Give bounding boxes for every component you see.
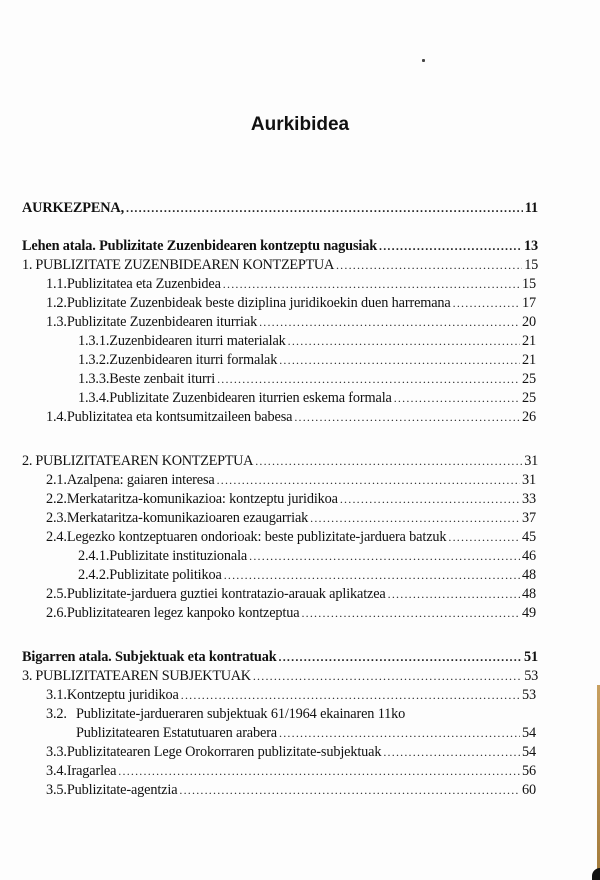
- leader-dots: [255, 452, 522, 471]
- toc-page-number: 17: [522, 295, 536, 311]
- toc-entry-part[interactable]: [22, 648, 538, 667]
- leader-dots: [301, 604, 520, 623]
- toc-entry-section[interactable]: [46, 313, 536, 332]
- toc-page-number: 15: [524, 257, 538, 273]
- toc-entry-section[interactable]: [46, 705, 536, 724]
- toc-entry-chapter[interactable]: [22, 256, 538, 275]
- toc-entry-number: 1.3.: [46, 314, 67, 330]
- leader-dots: [279, 351, 520, 370]
- toc-entry-label: Publizitate politikoa: [109, 567, 222, 583]
- leader-dots: [336, 256, 522, 275]
- toc-entry-chapter[interactable]: [22, 452, 538, 471]
- toc-page-number: 20: [522, 314, 536, 330]
- toc-entry-subsection[interactable]: [78, 370, 536, 389]
- leader-dots: [383, 743, 520, 762]
- toc-page-number: 21: [522, 352, 536, 368]
- leader-dots: [217, 471, 520, 490]
- toc-entry-number: 2.5.: [46, 586, 67, 602]
- toc-page-number: 48: [522, 586, 536, 602]
- toc-entry-label: Legezko kontzeptuaren ondorioak: beste publizitate-jarduera batzuk: [66, 529, 447, 545]
- toc-entry-number: 3.: [22, 668, 33, 684]
- toc-entry-label: PUBLIZITATE ZUZENBIDEAREN KONTZEPTUA: [35, 257, 334, 273]
- leader-dots: [279, 724, 520, 743]
- toc-entry-label: Publizitate Zuzenbidearen iturrien eskema formala: [109, 390, 392, 406]
- leader-dots: [181, 686, 520, 705]
- toc-entry-number: 1.3.4.: [78, 390, 110, 406]
- toc-entry-section[interactable]: [46, 275, 536, 294]
- leader-dots: [379, 237, 522, 256]
- toc-entry-preface[interactable]: [22, 199, 538, 218]
- toc-entry-section[interactable]: [46, 781, 536, 800]
- toc-entry-number: 2.6.: [46, 605, 67, 621]
- toc-entry-number: 3.5.: [46, 782, 67, 798]
- leader-dots: [249, 547, 520, 566]
- toc-entry-number: 1.3.1.: [78, 333, 110, 349]
- leader-dots: [294, 408, 520, 427]
- toc-entry-section[interactable]: [46, 762, 536, 781]
- toc-entry-section[interactable]: [46, 686, 536, 705]
- toc-page-number: 53: [522, 687, 536, 703]
- toc-entry-number: 1.2.: [46, 295, 67, 311]
- leader-dots: [448, 528, 520, 547]
- toc-page-number: 48: [522, 567, 536, 583]
- toc-entry-number: 3.1.: [46, 687, 67, 703]
- toc-page-number: 13: [524, 238, 538, 254]
- toc-entry-number: 3.2.: [46, 706, 67, 722]
- toc-entry-subsection[interactable]: [78, 566, 536, 585]
- leader-dots: [288, 332, 520, 351]
- toc-entry-label: Publizitate-jardueraren subjektuak 61/1964 ekainaren 11ko: [76, 706, 406, 722]
- toc-entry-section[interactable]: [46, 294, 536, 313]
- toc-page-number: 26: [522, 409, 536, 425]
- toc-page-number: 31: [522, 472, 536, 488]
- leader-dots: [179, 781, 520, 800]
- toc-entry-number: 2.4.1.: [78, 548, 110, 564]
- toc-entry-subsection[interactable]: [78, 351, 536, 370]
- toc-entry-label: Merkataritza-komunikazioa: kontzeptu juridikoa: [66, 491, 338, 507]
- toc-entry-label: PUBLIZITATEAREN SUBJEKTUAK: [35, 668, 251, 684]
- toc-entry-number: 2.1.: [46, 472, 67, 488]
- leader-dots: [388, 585, 520, 604]
- toc-entry-number: 1.: [22, 257, 33, 273]
- toc-entry-section[interactable]: [46, 509, 536, 528]
- leader-dots: [310, 509, 520, 528]
- toc-entry-number: 2.2.: [46, 491, 67, 507]
- toc-page-number: 54: [522, 725, 536, 741]
- toc-entry-subsection[interactable]: [78, 547, 536, 566]
- toc-page-number: 25: [522, 390, 536, 406]
- toc-page-number: 60: [522, 782, 536, 798]
- toc-entry-number: 2.4.: [46, 529, 67, 545]
- leader-dots: [118, 762, 520, 781]
- toc-entry-label: Zuzenbidearen iturri materialak: [109, 333, 286, 349]
- toc-page-number: 15: [522, 276, 536, 292]
- toc-entry-label: Azalpena: gaiaren interesa: [66, 472, 215, 488]
- toc-page-number: 11: [524, 200, 538, 216]
- toc-entry-number: 2.3.: [46, 510, 67, 526]
- toc-entry-section[interactable]: [46, 743, 536, 762]
- toc-entry-section[interactable]: [46, 408, 536, 427]
- toc-entry-label: Beste zenbait iturri: [109, 371, 216, 387]
- toc-entry-label: Publizitatea eta Zuzenbidea: [66, 276, 221, 292]
- toc-entry-section[interactable]: [46, 585, 536, 604]
- toc-entry-number: 3.4.: [46, 763, 67, 779]
- leader-dots: [253, 667, 522, 686]
- toc-entry-label: Zuzenbidearen iturri formalak: [109, 352, 278, 368]
- leader-dots: [279, 648, 522, 667]
- toc-entry-label: PUBLIZITATEAREN KONTZEPTUA: [35, 453, 254, 469]
- toc-entry-subsection[interactable]: [78, 332, 536, 351]
- leader-dots: [217, 370, 520, 389]
- toc-entry-label: Publizitate Zuzenbideak beste diziplina juridikoekin duen harremana: [66, 295, 451, 311]
- toc-page-number: 33: [522, 491, 536, 507]
- toc-page-number: 46: [522, 548, 536, 564]
- leader-dots: [223, 275, 520, 294]
- toc-entry-label: Publizitate-agentzia: [66, 782, 178, 798]
- leader-dots: [224, 566, 520, 585]
- toc-entry-number: 1.3.3.: [78, 371, 110, 387]
- leader-dots: [453, 294, 520, 313]
- toc-entry-section[interactable]: [46, 528, 536, 547]
- toc-entry-label: Merkataritza-komunikazioaren ezaugarriak: [66, 510, 309, 526]
- leader-dots: [259, 313, 520, 332]
- toc-entry-number: 1.1.: [46, 276, 67, 292]
- scan-corner-shadow: [592, 868, 600, 880]
- toc-entry-subsection[interactable]: [78, 389, 536, 408]
- toc-page-number: 56: [522, 763, 536, 779]
- toc-entry-label: Publizitate instituzionala: [109, 548, 248, 564]
- toc-entry-label: Lehen atala. Publizitate Zuzenbidearen kontzeptu nagusiak: [22, 238, 378, 254]
- toc-page-number: 31: [524, 453, 538, 469]
- toc-page-number: 45: [522, 529, 536, 545]
- toc-entry-chapter[interactable]: [22, 667, 538, 686]
- toc-entry-number: 2.: [22, 453, 33, 469]
- scan-speck: [422, 59, 425, 62]
- leader-dots: [394, 389, 520, 408]
- toc-entry-section[interactable]: [46, 604, 536, 623]
- toc-page-number: 25: [522, 371, 536, 387]
- toc-entry-label: AURKEZPENA,: [22, 200, 125, 216]
- toc-entry-section[interactable]: [46, 490, 536, 509]
- toc-entry-number: 3.3.: [46, 744, 67, 760]
- toc-entry-label: Bigarren atala. Subjektuak eta kontratuak: [22, 649, 277, 665]
- toc-entry-label: Kontzeptu juridikoa: [66, 687, 179, 703]
- toc-entry-label: Publizitatearen legez kanpoko kontzeptua: [66, 605, 300, 621]
- toc-entry-label: Iragarlea: [66, 763, 117, 779]
- toc-entry-part[interactable]: [22, 237, 538, 256]
- toc-page-number: 37: [522, 510, 536, 526]
- toc-page-number: 21: [522, 333, 536, 349]
- leader-dots: [126, 199, 523, 218]
- toc-entry-number: 1.4.: [46, 409, 67, 425]
- toc-page-number: 53: [524, 668, 538, 684]
- toc-entry-label: Publizitatearen Lege Orokorraren publizitate-subjektuak: [66, 744, 382, 760]
- toc-entry-label: Publizitatea eta kontsumitzaileen babesa: [66, 409, 293, 425]
- toc-entry-section-continuation[interactable]: [76, 724, 536, 743]
- toc-entry-label: Publizitatearen Estatutuaren arabera: [76, 725, 278, 741]
- page-title: Aurkibidea: [250, 114, 350, 135]
- toc-entry-label: Publizitate-jarduera guztiei kontratazio-arauak aplikatzea: [66, 586, 386, 602]
- toc-page-number: 51: [524, 649, 538, 665]
- toc-entry-section[interactable]: [46, 471, 536, 490]
- toc-page-number: 54: [522, 744, 536, 760]
- toc-page-number: 49: [522, 605, 536, 621]
- leader-dots: [340, 490, 520, 509]
- toc-entry-label: Publizitate Zuzenbidearen iturriak: [66, 314, 258, 330]
- toc-entry-number: 1.3.2.: [78, 352, 110, 368]
- toc-entry-number: 2.4.2.: [78, 567, 110, 583]
